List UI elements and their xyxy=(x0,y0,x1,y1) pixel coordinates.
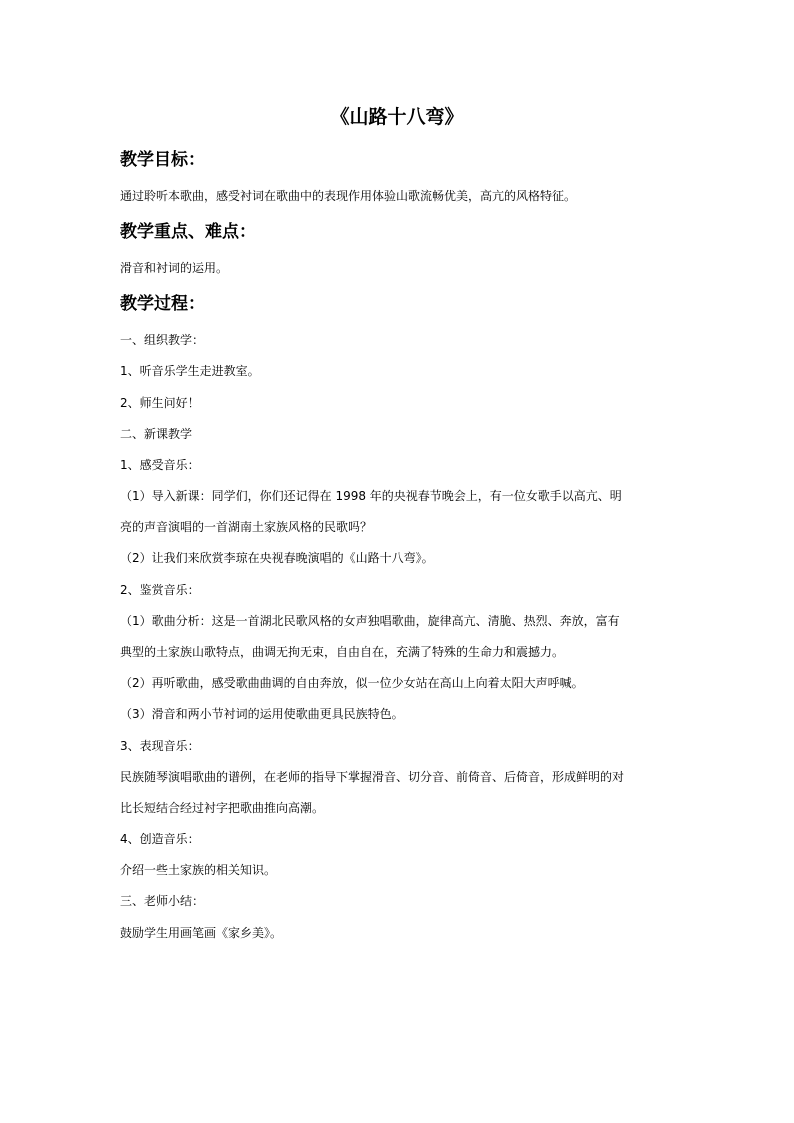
process-line: 一、组织教学： xyxy=(120,333,205,347)
process-line: 3、表现音乐： xyxy=(120,739,200,753)
process-line: 1、感受音乐： xyxy=(120,458,200,472)
document-title: 《山路十八弯》 xyxy=(330,106,464,128)
process-line: 民族随琴演唱歌曲的谱例，在老师的指导下掌握滑音、切分音、前倚音、后倚音，形成鲜明的对 xyxy=(120,770,625,784)
process-line: 鼓励学生用画笔画《家乡美》。 xyxy=(120,926,283,940)
process-line: 4、创造音乐： xyxy=(120,832,200,846)
process-line: 二、新课教学 xyxy=(120,427,193,441)
process-line: 2、鉴赏音乐： xyxy=(120,583,200,597)
process-line: 介绍一些土家族的相关知识。 xyxy=(120,863,277,877)
process-line: 2、师生问好！ xyxy=(120,396,200,410)
section-heading-process: 教学过程： xyxy=(120,294,205,314)
section-heading-objectives: 教学目标： xyxy=(120,150,205,170)
process-line: （2）让我们来欣赏李琼在央视春晚演唱的《山路十八弯》。 xyxy=(120,551,434,565)
process-line: （1）导入新课：同学们，你们还记得在 1998 年的央视春节晚会上，有一位女歌手以高亢、明 xyxy=(120,489,622,503)
process-line: 比长短结合经过衬字把歌曲推向高潮。 xyxy=(120,801,325,815)
process-line: 典型的土家族山歌特点，曲调无拘无束，自由自在，充满了特殊的生命力和震撼力。 xyxy=(120,645,565,659)
section-heading-key-points: 教学重点、难点： xyxy=(120,222,256,242)
process-line: 亮的声音演唱的一首湖南土家族风格的民歌吗？ xyxy=(120,520,373,534)
key-points-text: 滑音和衬词的运用。 xyxy=(120,261,229,275)
process-line: （1）歌曲分析：这是一首湖北民歌风格的女声独唱歌曲，旋律高亢、清脆、热烈、奔放，富有 xyxy=(120,614,620,628)
process-line: 1、听音乐学生走进教室。 xyxy=(120,364,260,378)
process-line: 三、老师小结： xyxy=(120,894,205,908)
process-line: （3）滑音和两小节衬词的运用使歌曲更具民族特色。 xyxy=(120,707,404,721)
process-line: （2）再听歌曲，感受歌曲曲调的自由奔放，似一位少女站在高山上向着太阳大声呼喊。 xyxy=(120,676,584,690)
objectives-text: 通过聆听本歌曲，感受衬词在歌曲中的表现作用体验山歌流畅优美，高亢的风格特征。 xyxy=(120,189,577,203)
